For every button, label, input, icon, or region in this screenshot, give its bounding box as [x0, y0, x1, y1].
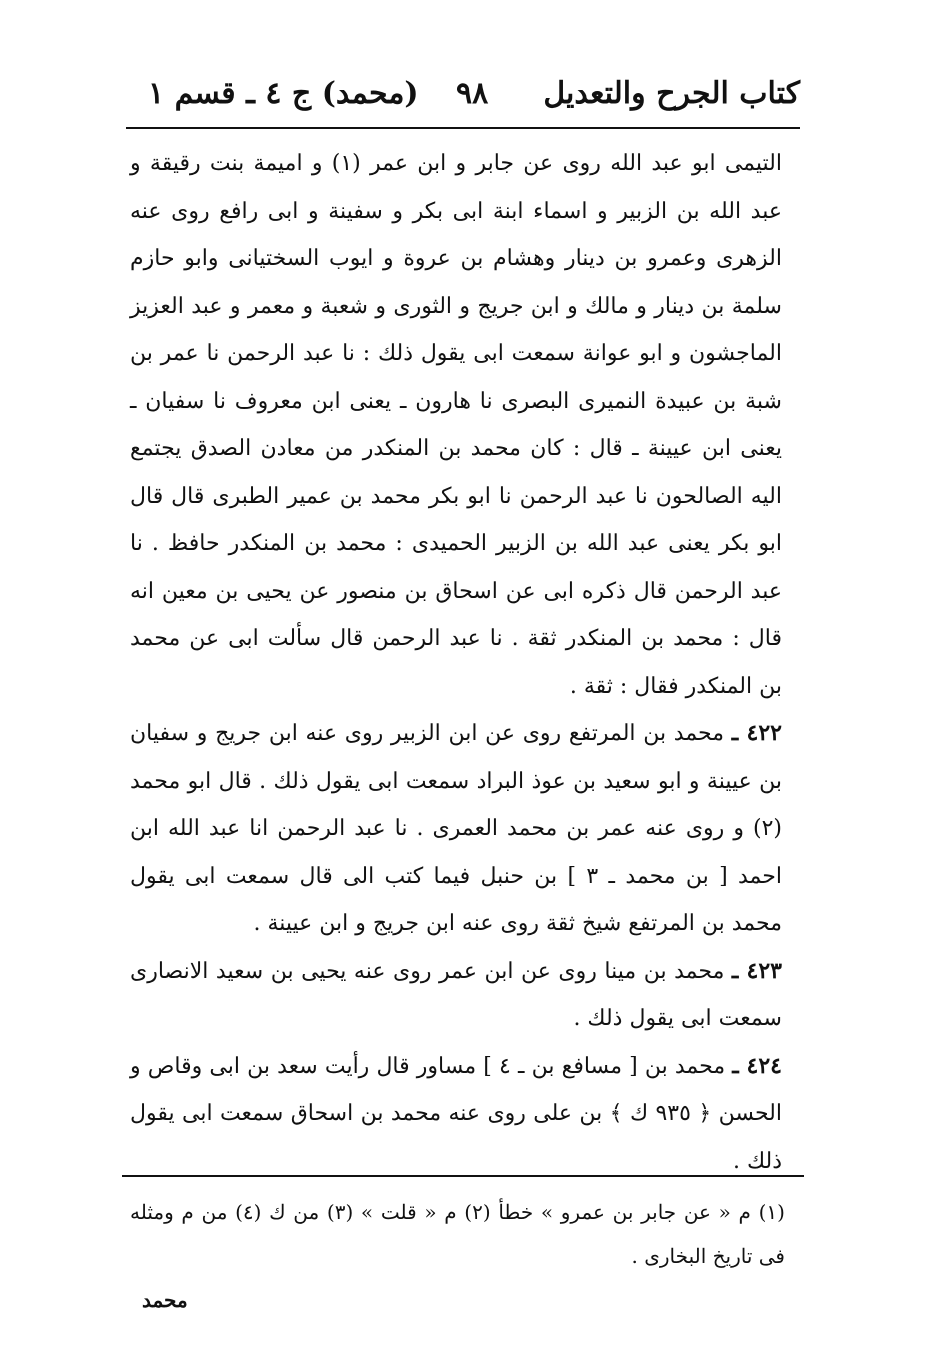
- entry-number: ٤٢٣ ـ: [731, 957, 782, 984]
- entry-text: محمد بن [ مسافع بن ـ ٤ ] مساور قال رأيت سعد بن ابى وقاص و الحسن ﴿ ٩٣٥ ك ﴾ بن على روى عنه محمد بن اسحاق سمعت ابى يقول ذلك .: [130, 1053, 782, 1174]
- page-number: ٩٨: [456, 76, 489, 111]
- entry-422: [130, 710, 782, 948]
- catchword: محمد: [142, 1288, 188, 1312]
- entry-text: محمد بن مينا روى عن ابن عمر روى عنه يحيى بن سعيد الانصارى سمعت ابى يقول ذلك .: [130, 958, 782, 1031]
- entry-text: محمد بن المرتفع روى عن ابن الزبير روى عنه ابن جريج و سفيان بن عيينة و ابو سعيد بن عوذ البراد سمعت ابى يقول ذلك . قال ابو محمد (٢) و روى عنه عمر بن محمد العمرى . نا عبد الرحمن انا عبد الله ابن احمد [ بن محمد ـ ٣ ] بن حنبل فيما كتب الى قال سمعت ابى يقول محمد بن المرتفع شيخ ثقة روى عنه ابن جريج و ابن عيينة .: [130, 721, 782, 936]
- entry-number: ٤٢٢ ـ: [731, 720, 782, 746]
- footnote-rule: [122, 1175, 804, 1177]
- running-header: [128, 70, 800, 128]
- footnotes: (١) م « عن جابر بن عمرو » خطأ (٢) م « قلت » (٣) من ك (٤) من م ومثله فى تاريخ البخارى .: [130, 1200, 785, 1268]
- volume-indicator: (محمد) ج ٤ ـ قسم ١: [148, 76, 419, 111]
- header-rule: [126, 127, 800, 129]
- entry-423: [130, 948, 782, 1043]
- book-title: كتاب الجرح والتعديل: [543, 76, 800, 111]
- entry-number: ٤٢٤ ـ: [732, 1052, 782, 1079]
- main-text: [130, 140, 782, 1185]
- entry-424: [130, 1043, 782, 1186]
- continuation-paragraph: التيمى ابو عبد الله روى عن جابر و ابن عمر (١) و اميمة بنت رقيقة و عبد الله بن الزبير و اسماء ابنة ابى بكر و سفينة و ابى رافع روى عنه الزهرى وعمرو بن دينار وهشام بن عروة و ايوب السختيانى وابو حازم سلمة بن دينار و مالك و ابن جريج و الثورى و شعبة و معمر و عبد العزيز الماجشون و ابو عوانة سمعت ابى يقول ذلك : نا عبد الرحمن نا عمر بن شبة بن عبيدة النميرى البصرى نا هارون ـ يعنى ابن معروف نا سفيان ـ يعنى ابن عيينة ـ قال : كان محمد بن المنكدر من معادن الصدق يجتمع اليه الصالحون نا عبد الرحمن نا ابو بكر محمد بن عمير الطبرى قال قال ابو بكر يعنى عبد الله بن الزبير الحميدى : محمد بن المنكدر حافظ . نا عبد الرحمن قال ذكره ابى عن اسحاق بن منصور عن يحيى بن معين انه قال : محمد بن المنكدر ثقة . نا عبد الرحمن قال سألت ابى عن محمد بن المنكدر فقال : ثقة .: [130, 151, 782, 699]
